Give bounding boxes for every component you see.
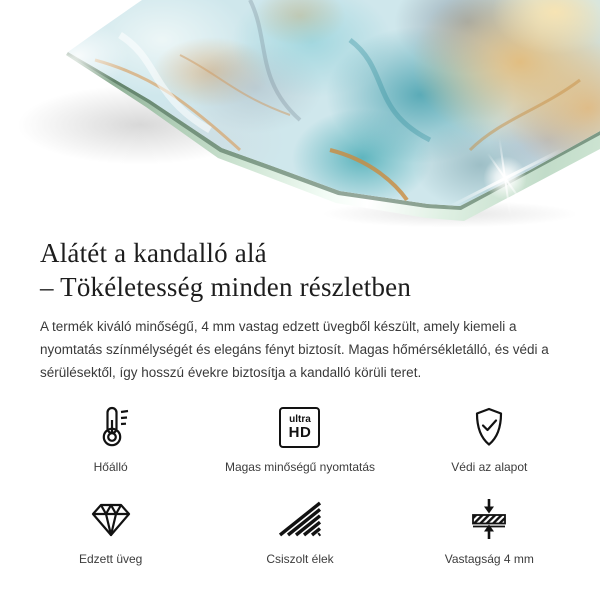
thickness-icon [467,497,511,541]
shield-check-icon [469,405,509,449]
diamond-icon [89,497,133,541]
polished-edges-icon [278,497,322,541]
ultra-hd-icon [279,405,320,449]
feature-label: Magas minőségű nyomtatás [224,460,376,474]
section-content [0,236,600,384]
feature-heat-resistant [16,405,205,474]
ultra-hd-text-bottom: HD [288,423,312,441]
feature-print-quality [205,405,394,474]
feature-grid [16,405,584,566]
feature-label: Hőálló [93,460,128,474]
section-title [40,236,560,304]
section-title-line1: Alátét a kandalló alá [40,238,267,268]
feature-protects-base [395,405,584,474]
sparkle-glow [483,156,527,200]
feature-label: Csiszolt élek [266,552,334,566]
feature-thickness [395,497,584,566]
feature-label: Védi az alapot [451,460,528,474]
feature-label: Vastagság 4 mm [444,552,534,566]
thermometer-icon [91,405,131,449]
section-title-line2: – Tökéletesség minden részletben [40,272,412,302]
product-image [0,0,600,230]
ultra-hd-text-top: ultra [289,413,311,425]
section-description: A termék kiváló minőségű, 4 mm vastag edzett üvegből készült, amely kiemeli a nyomtatás színmélységét és elegáns fényt biztosít. Magas hőmérsékletálló, és védi a sérülésektől, így hosszú évekre biztosítja a kandalló körüli teret. [40,319,549,380]
feature-tempered-glass [16,497,205,566]
feature-polished-edges [205,497,394,566]
feature-label: Edzett üveg [78,552,143,566]
